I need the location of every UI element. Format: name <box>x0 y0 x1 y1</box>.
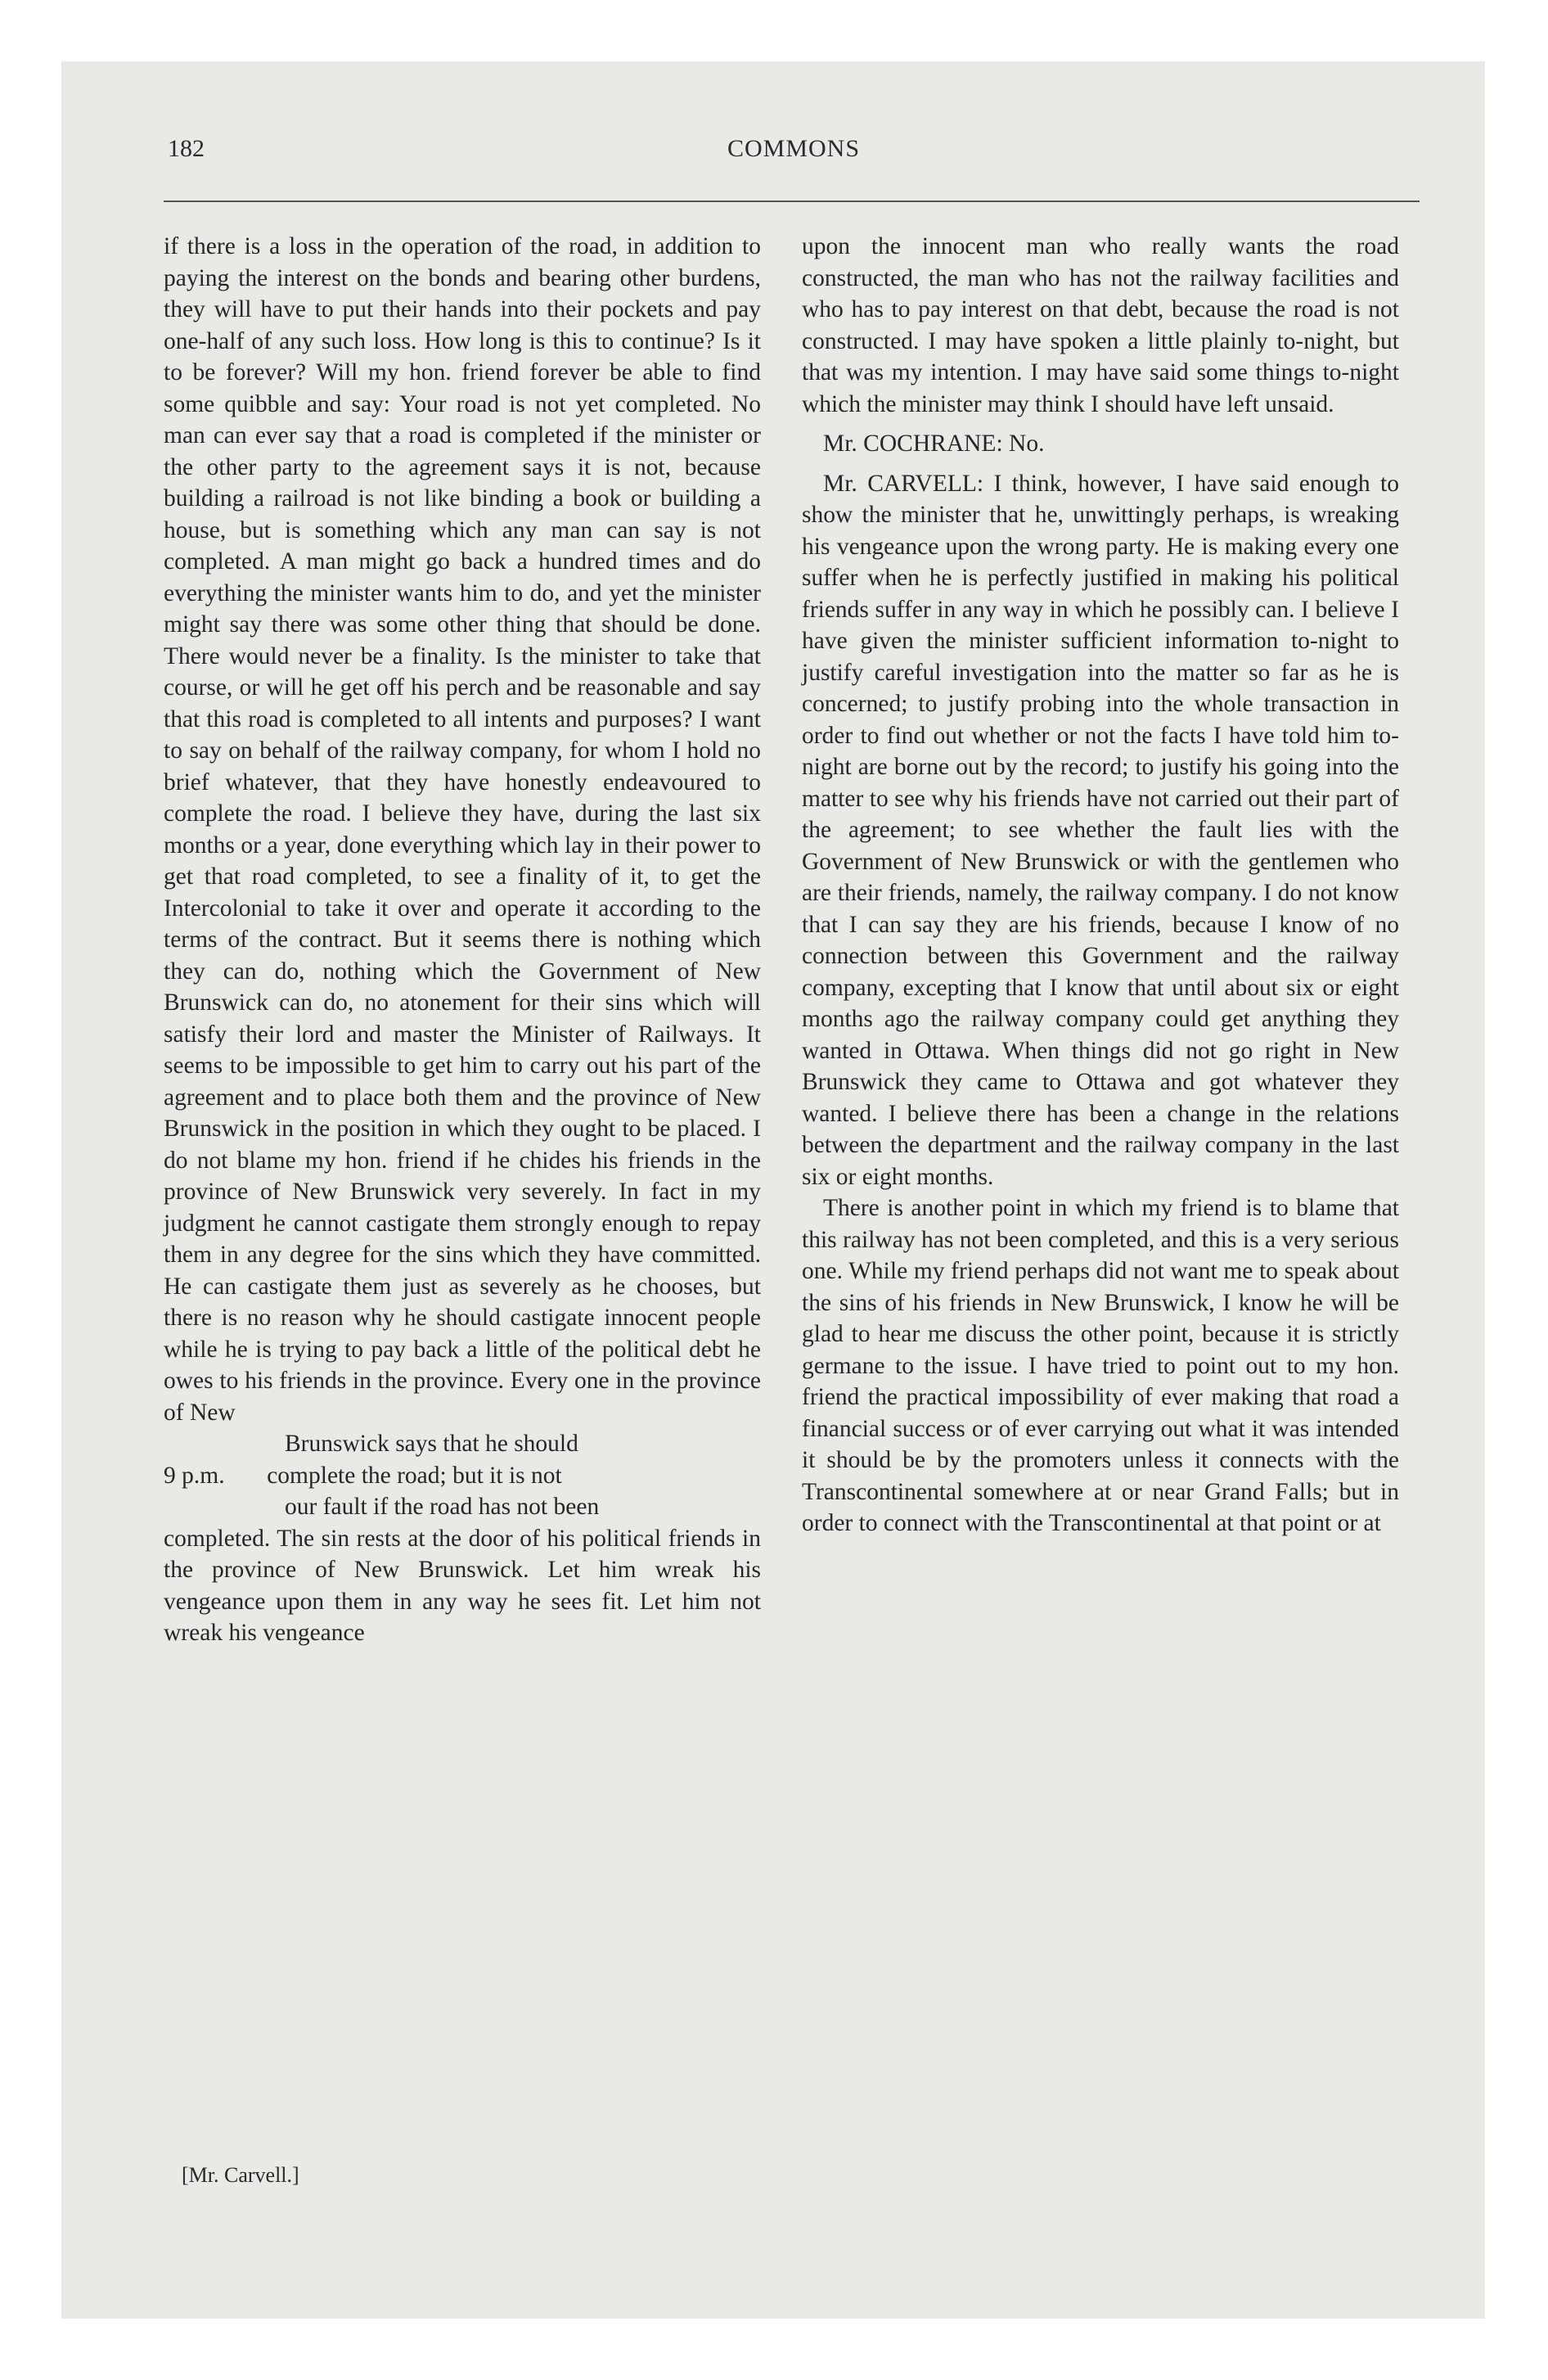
speaker-reference: [Mr. Carvell.] <box>182 2163 299 2187</box>
left-column <box>164 231 761 1649</box>
right-paragraph-3: Mr. CARVELL: I think, however, I have said enough to show the minister that he, unwittingly perhaps, is wreaking his vengeance upon the wrong party. He is making every one suffer when he is perfectly justified in making his political friends suffer in any way in which he possibly can. I believe I have given the minister sufficient information to-night to justify careful investigation into the matter so far as he is concerned; to justify probing into the whole transaction in order to find out whether or not the facts I have told him to-night are borne out by the record; to justify his going into the matter to see why his friends have not carried out their part of the agreement; to see whether the fault lies with the Government of New Brunswick or with the gentlemen who are their friends, namely, the railway company. I do not know that I can say they are his friends, because I know of no connection between this Government and the railway company, excepting that I know that until about six or eight months ago the railway company could get anything they wanted in Ottawa. When things did not go right in New Brunswick they came to Ottawa and got whatever they wanted. I believe there has been a change in the relations between the department and the railway company in the last six or eight months. <box>802 470 1399 1190</box>
right-paragraph-4: There is another point in which my friend is to blame that this railway has not been completed, and this is a very serious one. While my friend perhaps did not want me to speak about the sins of his friends in New Brunswick, I know he will be glad to hear me discuss the other point, because it is strictly germane to the issue. I have tried to point out to my hon. friend the practical impossibility of ever making that road a financial success or of ever carrying out what it was intended it should be by the promoters unless it connects with the Transcontinental somewhere at or near Grand Falls; but in order to connect with the Transcontinental at that point or at <box>802 1195 1399 1536</box>
left-indented-line-2: our fault if the road has not been <box>285 1494 600 1520</box>
left-body-text: if there is a loss in the operation of the road, in addition to paying the interest on the bonds and bearing other burdens, they will have to put their hands into their pockets and pay one-half of any such loss. How long is this to continue? Is it to be forever? Will my hon. friend forever be able to find some quibble and say: Your road is not yet completed. No man can ever say that a road is completed if the minister or the other party to the agreement says it is not, because building a railroad is not like binding a book or building a house, but is something which any man can say is not completed. A man might go back a hundred times and do everything the minister wants him to do, and yet the minister might say there was some other thing that should be done. There would never be a finality. Is the minister to take that course, or will he get off his perch and be reasonable and say that this road is completed to all intents and purposes? I want to say on behalf of the railway company, for whom I hold no brief whatever, that they have honestly endeavoured to complete the road. I believe they have, during the last six months or a year, done everything which lay in their power to get that road completed, to see a finality of it, to get the Intercolonial to take it over and operate it according to the terms of the contract. But it seems there is nothing which they can do, nothing which the Government of New Brunswick can do, no atonement for their sins which will satisfy their lord and master the Minister of Railways. It seems to be impossible to get him to carry out his part of the agreement and to place both them and the province of New Brunswick in the position in which they ought to be placed. I do not blame my hon. friend if he chides his friends in the province of New Brunswick very severely. In fact in my judgment he cannot castigate them strongly enough to repay them in any degree for the sins which they have committed. He can castigate them just as severely as he chooses, but there is no reason why he should castigate innocent people while he is trying to pay back a little of the political debt he owes to his friends in the province. Every one in the province of New <box>164 233 761 1426</box>
left-paragraph-end <box>164 1523 761 1649</box>
left-indented-line: Brunswick says that he should <box>285 1431 578 1457</box>
page-number: 182 <box>168 135 205 162</box>
left-body-text-end: completed. The sin rests at the door of his political friends in the province of New Brunswick. Let him wreak his vengeance upon them in any way he sees fit. Let him not wreak his vengeance <box>164 1525 761 1646</box>
page-header <box>168 135 1420 176</box>
time-marker-line <box>164 1460 761 1492</box>
right-paragraph-1: upon the innocent man who really wants the road constructed, the man who has not the railway facilities and who has to pay interest on that debt, because the road is not constructed. I may have spoken a little plainly to-night, but that was my intention. I may have said some things to-night which the minister may think I should have left unsaid. <box>802 233 1399 417</box>
right-column <box>802 231 1399 1539</box>
running-head: COMMONS <box>727 135 861 162</box>
left-paragraph <box>164 231 761 1428</box>
time-marker: 9 p.m. <box>164 1462 225 1489</box>
left-time-line-text: complete the road; but it is not <box>267 1462 562 1489</box>
right-paragraph-2: Mr. COCHRANE: No. <box>823 430 1045 457</box>
header-rule <box>164 201 1420 202</box>
